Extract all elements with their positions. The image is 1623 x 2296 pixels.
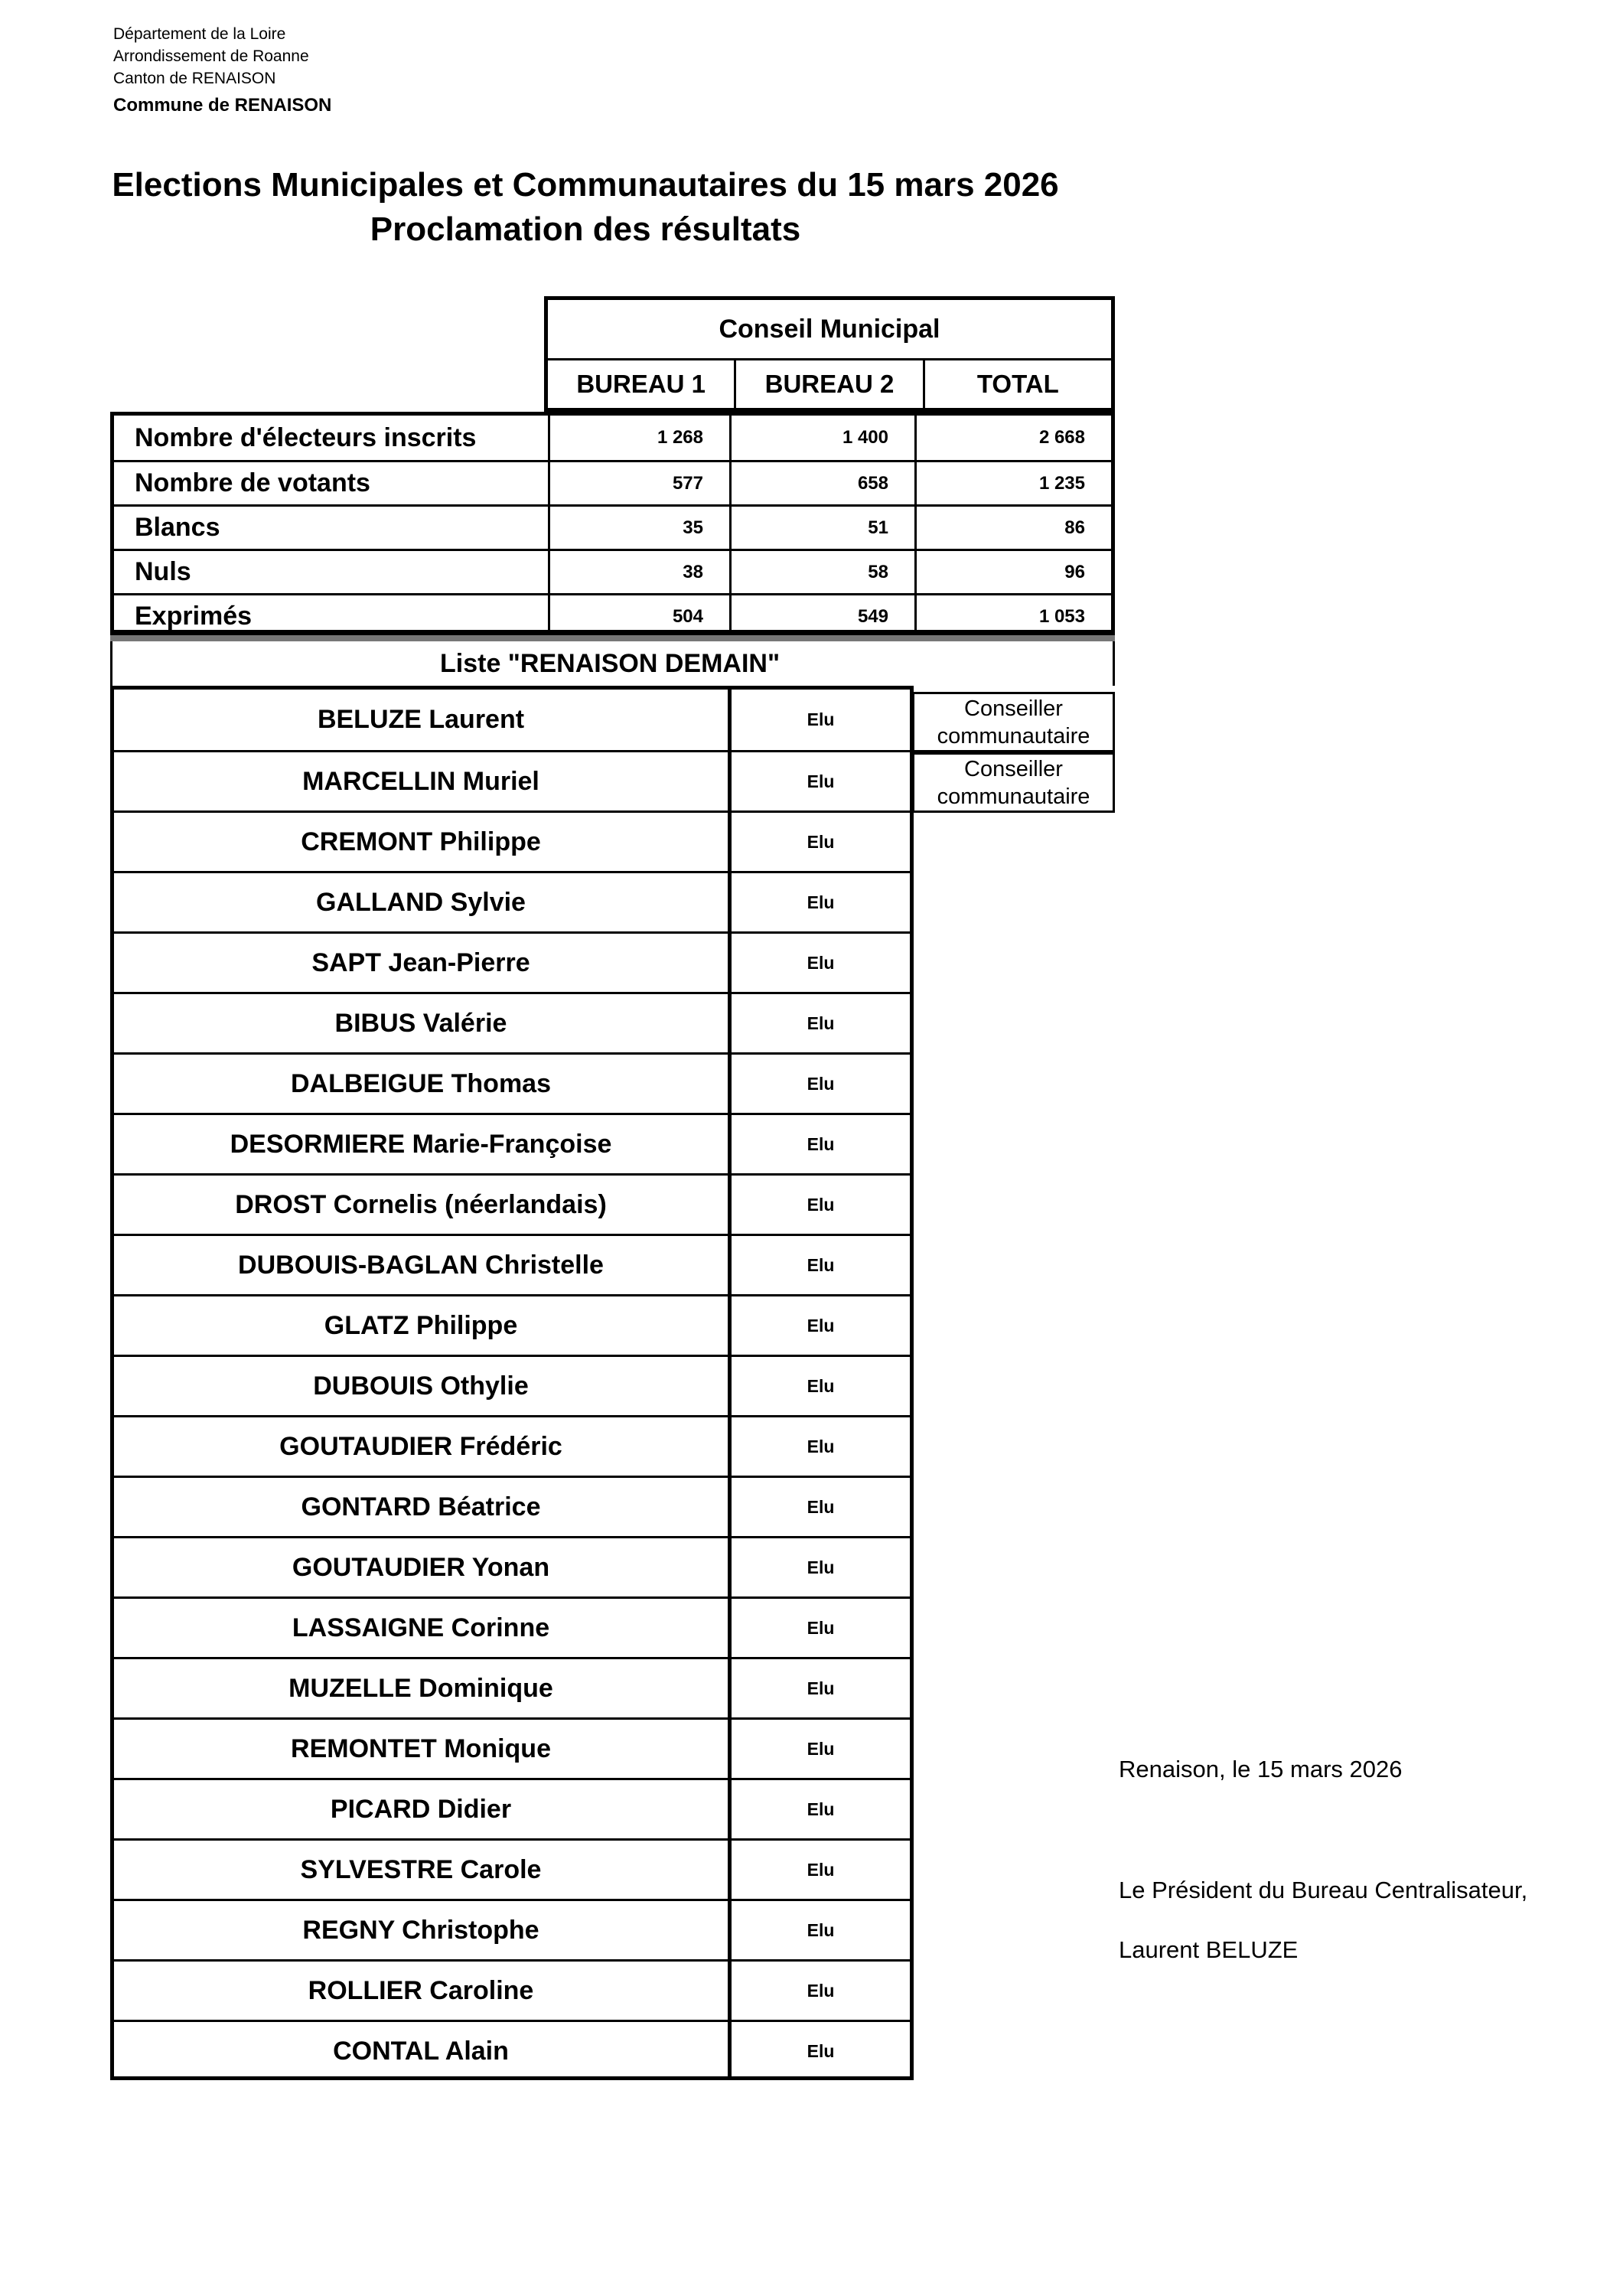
candidate-status: Elu <box>728 1962 910 2020</box>
table-row <box>114 1838 910 1899</box>
table-row <box>114 750 910 810</box>
row-label: Blancs <box>135 513 220 542</box>
candidate-status: Elu <box>728 1357 910 1415</box>
candidate-status: Elu <box>728 1176 910 1234</box>
place-date: Renaison, le 15 mars 2026 <box>1119 1756 1403 1782</box>
candidate-status: Elu <box>728 994 910 1052</box>
note-line: communautaire <box>937 723 1090 748</box>
candidate-status: Elu <box>728 873 910 931</box>
candidate-status: Elu <box>728 752 910 810</box>
note-line: Conseiller <box>964 696 1063 721</box>
cell-total: 86 <box>914 507 1111 549</box>
candidate-status: Elu <box>728 934 910 992</box>
table-row <box>114 1415 910 1476</box>
cell-bureau2: 1 400 <box>729 416 914 460</box>
column-header: TOTAL <box>923 360 1111 408</box>
candidate-name: CREMONT Philippe <box>301 827 541 856</box>
table-row <box>114 549 1111 593</box>
note-line: communautaire <box>937 784 1090 809</box>
table-row <box>114 1899 910 1959</box>
president-title: Le Président du Bureau Centralisateur, <box>1119 1877 1528 1903</box>
cell-bureau1: 1 268 <box>548 416 729 460</box>
candidate-name: GOUTAUDIER Frédéric <box>279 1431 562 1461</box>
candidate-name: PICARD Didier <box>330 1794 512 1824</box>
candidate-status: Elu <box>728 1055 910 1113</box>
president-name: Laurent BELUZE <box>1119 1936 1299 1963</box>
table-row <box>114 1294 910 1355</box>
candidate-name: DESORMIERE Marie-Françoise <box>230 1129 612 1159</box>
header-arrondissement: Arrondissement de Roanne <box>113 47 309 65</box>
cell-total: 1 053 <box>914 595 1111 638</box>
candidate-name: BELUZE Laurent <box>317 705 525 734</box>
cell-bureau2: 51 <box>729 507 914 549</box>
conseiller-communautaire-note <box>912 752 1115 813</box>
table-row <box>114 1717 910 1778</box>
table-row <box>114 1778 910 1838</box>
candidate-status: Elu <box>728 1478 910 1536</box>
candidate-status: Elu <box>728 1901 910 1959</box>
table-row <box>114 1234 910 1294</box>
row-label: Exprimés <box>135 602 253 631</box>
table-row <box>114 1536 910 1596</box>
table-row <box>114 1113 910 1173</box>
page-subtitle: Proclamation des résultats <box>370 210 801 248</box>
candidate-name: DUBOUIS Othylie <box>313 1371 529 1401</box>
cell-bureau1: 35 <box>548 507 729 549</box>
table-row <box>114 931 910 992</box>
column-header: BUREAU 1 <box>576 370 706 398</box>
table-row <box>114 1052 910 1113</box>
candidate-status: Elu <box>728 690 910 750</box>
candidate-status: Elu <box>728 1115 910 1173</box>
candidate-name: REGNY Christophe <box>302 1915 539 1945</box>
candidate-name: SYLVESTRE Carole <box>300 1854 542 1884</box>
candidate-status: Elu <box>728 1780 910 1838</box>
header-commune: Commune de RENAISON <box>113 95 332 116</box>
results-table <box>110 412 1115 635</box>
column-headers <box>544 358 1115 412</box>
list-title: Liste "RENAISON DEMAIN" <box>110 641 1115 686</box>
page-title: Elections Municipales et Communautaires du 15 mars 2026 <box>112 166 1059 204</box>
candidate-name: GLATZ Philippe <box>324 1310 518 1340</box>
header-canton: Canton de RENAISON <box>113 70 276 87</box>
candidate-name: LASSAIGNE Corinne <box>292 1613 550 1642</box>
candidate-status: Elu <box>728 1296 910 1355</box>
table-row <box>114 593 1111 638</box>
candidate-name: GALLAND Sylvie <box>316 887 526 917</box>
table-row <box>114 1476 910 1536</box>
candidate-name: REMONTET Monique <box>291 1733 551 1763</box>
column-header: BUREAU 2 <box>734 360 922 408</box>
table-row <box>114 1657 910 1717</box>
candidate-status: Elu <box>728 1236 910 1294</box>
candidate-name: MUZELLE Dominique <box>288 1673 553 1703</box>
conseiller-communautaire-note <box>912 692 1115 752</box>
cell-bureau1: 38 <box>548 551 729 593</box>
candidate-name: GOUTAUDIER Yonan <box>292 1552 550 1582</box>
table-row <box>114 1596 910 1657</box>
table-row <box>114 810 910 871</box>
cell-bureau2: 549 <box>729 595 914 638</box>
candidate-name: CONTAL Alain <box>333 2036 509 2066</box>
header-departement: Département de la Loire <box>113 25 286 43</box>
cell-bureau1: 577 <box>548 462 729 504</box>
table-row <box>114 992 910 1052</box>
candidate-name: GONTARD Béatrice <box>301 1492 541 1521</box>
cell-bureau2: 58 <box>729 551 914 593</box>
candidates-table <box>110 686 914 2080</box>
candidate-status: Elu <box>728 1720 910 1778</box>
cell-total: 1 235 <box>914 462 1111 504</box>
table-divider <box>110 635 1115 641</box>
candidate-name: BIBUS Valérie <box>334 1008 507 1038</box>
table-row <box>114 1355 910 1415</box>
table-row <box>114 460 1111 504</box>
table-row <box>114 416 1111 460</box>
table-row <box>114 1959 910 2020</box>
table-row <box>114 2020 910 2080</box>
candidate-status: Elu <box>728 1417 910 1476</box>
candidate-status: Elu <box>728 1659 910 1717</box>
table-row <box>114 1173 910 1234</box>
note-line: Conseiller <box>964 756 1063 781</box>
candidate-status: Elu <box>728 813 910 871</box>
candidate-name: ROLLIER Caroline <box>308 1975 534 2005</box>
candidate-status: Elu <box>728 2022 910 2080</box>
candidate-name: DALBEIGUE Thomas <box>290 1068 552 1098</box>
row-label: Nuls <box>135 557 191 586</box>
table-row <box>114 690 910 750</box>
cell-total: 2 668 <box>914 416 1111 460</box>
cell-bureau2: 658 <box>729 462 914 504</box>
candidate-status: Elu <box>728 1538 910 1596</box>
candidate-name: MARCELLIN Muriel <box>302 766 539 796</box>
cell-bureau1: 504 <box>548 595 729 638</box>
row-label: Nombre de votants <box>135 468 370 497</box>
table-row <box>114 871 910 931</box>
conseil-municipal-header: Conseil Municipal <box>544 296 1115 358</box>
cell-total: 96 <box>914 551 1111 593</box>
row-label: Nombre d'électeurs inscrits <box>135 422 477 452</box>
candidate-status: Elu <box>728 1599 910 1657</box>
candidate-name: SAPT Jean-Pierre <box>311 947 530 977</box>
candidate-name: DUBOUIS-BAGLAN Christelle <box>238 1250 604 1280</box>
table-row <box>114 504 1111 549</box>
candidate-name: DROST Cornelis (néerlandais) <box>235 1189 607 1219</box>
candidate-status: Elu <box>728 1841 910 1899</box>
